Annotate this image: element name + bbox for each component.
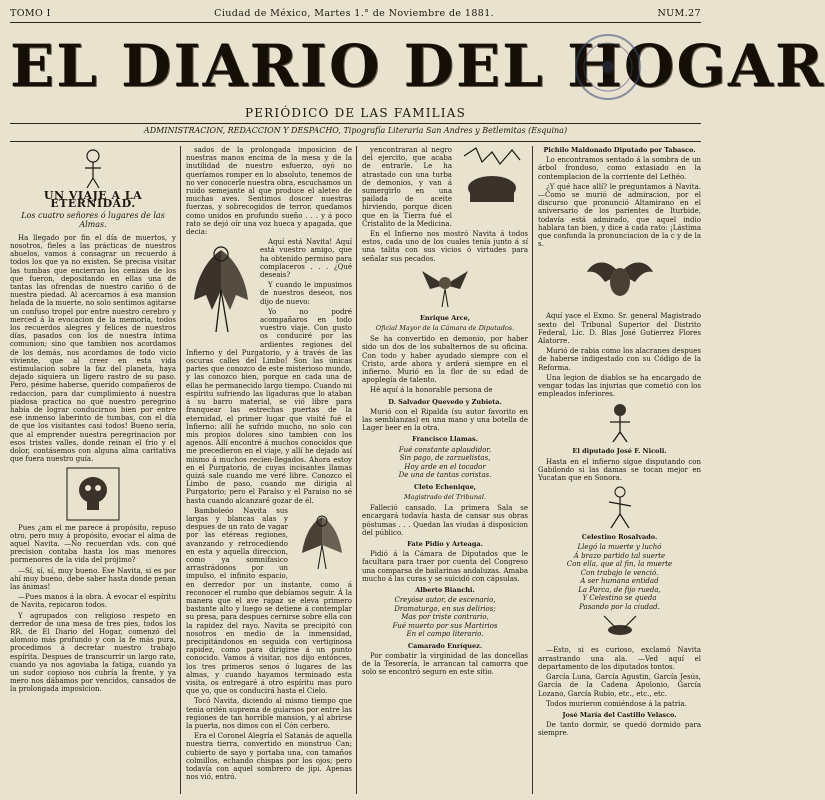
subtitle-rule: [10, 123, 701, 124]
volume-label: TOMO I: [10, 7, 51, 19]
admin-rule: [10, 141, 701, 142]
verse-line: Fué constante aplaudidor.: [398, 445, 492, 454]
article-paragraph: García Luna, García Agustin, García Jesús, García de la Cadena Apolonio, García Lozano, García Rubio, etc., etc., etc.: [538, 673, 701, 698]
article-paragraph: ¿Y qué hace allí? le preguntamos á Navita. —Como se murió de admiracion, por el discurso que pronunció Altamirano en el aniversario de los parientes de Iturbide, todavía está admirado, que aquel indio hablara tan bien, y dice á cada rato: ¡Lástima que confunda la pronunciacion de la c y de la s.: [538, 182, 701, 249]
angel-illustration-icon: [292, 509, 352, 573]
article-paragraph: En el Infierno nos mostró Navita á todos estos, cada uno de los cuales tenía junto á sí una talita con sus vicios ó virtudes para señalar sus pecados.: [362, 230, 528, 263]
article-paragraph: Era el Coronel Alegría el Satanás de aquella nuestra tierra, convertido en monstruo Can; cubierto de sayo y portaba una, con tamaños colmillos, echando chispas por los ojos; pero todavía con aquel sombrero de jipi. Apenas nos vió, entró.: [186, 732, 352, 782]
verse-line: En el campo literario.: [406, 630, 484, 639]
article-paragraph: Y cuando le impusimos de nuestros deseos, nos dijo de nuevo:: [260, 281, 352, 306]
article-paragraph: Yo no podré acompañaros en todo vuestro viaje. Con gusto os conduciré por las ardientes regiones del Infierno y del Purgatorio, y á través de las oscuras calles del Limbo! Son las únicas partes que conozco de este misterioso mundo, y las conozco bien, porque en cada una de ellas he permanecido largo tiempo. Cuando mi espíritu sufriendo las ligaduras que lo ataban á su barro material, se vió libre para franquear las estrechas puertas de la eternidad, el primer lugar que visité fué el Infierno: allí he sufrido mucho, no solo con mis propios dolores sino tambien con los agenos. Allí encontré á muchos conocidos que me precedieron en el viaje, y allí he dejado así mismo á muchos recien-llegados. Ahora estoy en el Purgatorio, de cuyas incisantes llamas quizá sale cuando me veré libre. Conozco el Limbo de paso, cuando me dirigia al Purgatorio; pero el Paraíso y el Paraiso no sé hasta cuando alcanzaré gozar de él.: [186, 307, 352, 505]
column-2: [186, 146, 352, 796]
article-paragraph: De tanto dormir, se quedó dormido para siempre.: [538, 721, 701, 738]
verse-line: Y Celestino se queda: [582, 594, 657, 603]
newspaper-title: EL DIARIO DEL HOGAR: [10, 32, 825, 100]
verse-line: Creyóse autor, de escenario,: [394, 596, 496, 605]
article-subheadline: Los cuatro señores ó lugares de las Almas.: [21, 211, 165, 229]
article-paragraph: Una legion de diablos se ha encargado de vengar todas las injurias que cometió con los empleados inferiores.: [538, 373, 701, 399]
dateline: [10, 6, 701, 20]
verse-line: Hoy arde en el tocador: [404, 462, 486, 471]
verse-line: Pasando por la ciudad.: [579, 602, 660, 611]
skull-illustration-icon: [65, 466, 121, 522]
top-rule: [10, 22, 701, 23]
article-paragraph: yencontraran al negro del ejercito, que acaba de entrarle. Le ha atrastado con una turba de demonios, y van á sumergirlo en una pailada de aceite hirviendo, porque dicen que en la Tierra fué el Cristalito de la Medicina.: [362, 146, 452, 228]
admin-line: ADMINISTRACION, REDACCION Y DESPACHO, Tipografía Literaria San Andres y Betlemitas (Esquina): [143, 126, 568, 135]
issue-date: Ciudad de México, Martes 1.° de Noviembre de 1881.: [214, 7, 495, 19]
article-paragraph: Hé aquí á la honorable persona de: [370, 386, 493, 395]
column-3: [362, 146, 528, 796]
verse-line: Con ella, que al fin, la muerte: [566, 560, 673, 569]
verse-line: La Parca, de fijo rueda,: [578, 585, 661, 594]
article-headline: UN VIAJE A LA ETERNIDAD.: [43, 189, 143, 211]
article-paragraph: Bamboleóo Navita sus largas y blancas alas y despues de un rato de vagar por las etéreas regiones, avanzando y retrocediendo en esta y aquella direccion, como ya somnifasico arrastrádonos por un impulso, el infinito espacio, en derredor por un instante, como á reconocer el rumbo que debíamos seguir. Á la manera que el ave rapaz se eleva primero bastante alto y luego se detiene á contemplar su presa, para despues cernirse sobre ella con la rapidez del rayo. Navita se precipitó con nosotros en medio de la inmensidad, precipitándonos en seguida con vertiginosa rapidez, como para dirigirse á un punto conocido. Vamos á visitar, nos dijo entónces, los tres primeros senos ó lugares de las almas, y cuando hayamos terminado esta visita, os entregaré á otro espíritu mas puro que yo, que os conducirá hasta el Cielo.: [186, 506, 352, 696]
newspaper-subtitle: PERIÓDICO DE LAS FAMILIAS: [244, 106, 467, 120]
skeleton-dancer-illustration-icon: [595, 484, 645, 530]
article-paragraph: Ha llegado por fin el día de muertos, y nosotros, fieles a las prácticas de nuestros abuelos, vamos á consagrar un recuerdo á todos los que ya no existen. Se precisa visitar las tumbas que encierran los cenizas de los que fueron, depositando en ellas una de tantas las ofrendas de nuestro cariño ó de nuestra piedad. Al acercarnos á esa mansion helada de la muerte, no solo sentimos agitarse un confuso tropel por entre nuestro cerebro y merced á la evocacion de la memoria, todos los recuerdos alegres y felices de nuestros días, pasados con los de nuestra íntima comunion; sino que tambien nos acordamos de los demás, nos acordamos de todo vicio viviente, que al creer en esta vida estimulacion sobre la faz del planeta, haya dejado siquiera un ligero rastro de su paso. Pero, pésime haberse, querido compañeros de redaccion, para dar cumplimiento á nuestra piadosa practica no qué nuestro peregrino había de lograr conducirnos bien por entre ese inmenso laberinto de tumbas, con el día de que los visitantes casi todos! Bueno sería, que al emprender nuestra peregrinacion por esos tristes valles, donde reinan el frio y el dolor, contásemos con alguna alma caritativa que fuera nuestro guía.: [10, 233, 176, 464]
article-paragraph: Aquí está Navita! Aquí está vuestro amigo, que ha obtenido permiso para complaceros . . . ¿Qué deseais?: [260, 238, 352, 280]
caption-name: Fate Pidio y Arteaga.: [407, 539, 483, 548]
demon-cauldron-illustration-icon: [456, 146, 528, 212]
article-paragraph: Aquí yace el Exmo. Sr. general Magistrado sexto del Tribunal Superior del Distrito Federal, Lic. D. Blas José Gutierrez Flores Alatorre.: [538, 312, 701, 346]
article-paragraph: Falleció cansado. La primera Sala se encargará todavía hasta de cansar sus obras póstumas . . . Quedan las viudas á disposicion del público.: [362, 504, 528, 537]
verse-block: [538, 543, 701, 611]
caption-name: Pichilo Maldonado Diputado por Tabasco.: [543, 146, 696, 154]
caption-name: D. Salvador Quevedo y Zubieta.: [388, 397, 502, 406]
caption-title: Oficial Mayor de la Cámara de Diputados.: [375, 324, 515, 333]
issue-number: NUM.27: [657, 7, 701, 19]
verse-block: [362, 446, 528, 480]
verse-line: Mas por triste contrario,: [401, 613, 489, 622]
verse-line: Dramaturgo, en sus delirios;: [394, 604, 496, 613]
column-4: [538, 146, 701, 796]
caption-name: Alberto Bianchi.: [415, 585, 475, 594]
article-paragraph: Pues ¿am el me parece á propósito, repuso otro, pero muy á propósito, evocar el alma de aquel Navita. —No recuerdan vds. con qué precision contaba hasta los mas menores pormenores de la vida del prójimo?: [10, 523, 176, 565]
verse-line: Llegó la muerte y luchó: [577, 543, 662, 552]
caption-name: José María del Castillo Velasco.: [562, 710, 677, 719]
caption-name: Francisco Llamas.: [412, 435, 478, 444]
verse-line: Á brazo partido tal suerte: [573, 551, 666, 560]
article-paragraph: Se ha convertido en demonio, por haber sido un dos de los subalternos de su oficina. Con todo y haber ayudado siempre con el Cristo, arde ahora y arderá siempre en el infierno. Murió en la flor de su edad de apoplegía de talento.: [362, 335, 528, 385]
library-stamp-icon: [573, 32, 643, 102]
verse-line: Sin pago, de zarzuelistas,: [399, 454, 491, 463]
article-paragraph: Tocó Navita, diciendo al mismo tiempo que tenia ordén suprema de guiarnos por entre las regiones de tan horrible mansion, y al abrirse la puerta, nos dimos con el Cón cerbero.: [186, 697, 352, 731]
article-paragraph: —Sí, sí, sí, muy bueno. Ese Navita, si es por ahí muy bueno, debe saber hasta donde penan las ánimas!: [10, 566, 176, 591]
verse-block: [362, 596, 528, 639]
winged-imp-illustration-icon: [416, 265, 474, 311]
verse-line: Con trabajo le venció.: [580, 568, 659, 577]
devil-figure-illustration-icon: [593, 400, 647, 444]
article-paragraph: Y agrupados con religioso respeto en derredor de una mesa de tres pies, todos los RR. de El Diario del Hogar, comenzó del alomoio más profundo y con la fe más pura, procedimos á decretar nuestro trabajo espírita. Despues de transcurrir un largo rato, cuando ya nos agoviaba la fatiga, cuando ya un sudor copioso nos cubría la frente, y ya mero nos dábamos por vencidos, cansados de la prolongada imposicion.: [10, 611, 176, 694]
skeleton-illustration-icon: [63, 146, 123, 190]
winged-spirit-illustration-icon: [186, 240, 256, 340]
article-paragraph: Murió con el Ripalda (su autor favorito en las semblanzas) en una mano y una botella de Lager beer en la otra.: [362, 407, 528, 433]
caption-name: Enrique Arce,: [419, 313, 471, 322]
article-paragraph: Lo encontramos sentado á la sombra de un árbol frondoso, como extasiado en la contemplacion de la corriente del Lethéo.: [538, 156, 701, 181]
article-paragraph: Pidió á la Cámara de Diputados que le facultara para traer por cuenta del Congreso una comparsa de bailarinas andaluzas. Amaba mucho á las curas y se suicidó con cápsulas.: [362, 550, 528, 583]
caption-name: El diputado José F. Nicoli.: [572, 447, 667, 456]
article-paragraph: Hasta en el infierno sigue disputando con Gabilondo si las damas se tocan mejor en Yucatan que en Sonora.: [538, 457, 701, 483]
article-paragraph: —Esto, si es curioso, exclamó Navita arrastrando una ala. —Ved aquí el departamento de los diputados tontos.: [538, 646, 701, 671]
flying-insect-illustration-icon: [590, 614, 650, 644]
article-paragraph: Por combatir la virginidad de las doncellas de la Tesorería, le arrancan tal camorra que solo se encontró seguro en este sitio.: [362, 651, 528, 677]
verse-line: De una de tantas coristas.: [398, 471, 492, 480]
verse-line: Fué muerto por sus Martirios: [392, 621, 498, 630]
bat-demon-illustration-icon: [585, 250, 655, 310]
verse-line: A ser humana entidad: [580, 577, 659, 586]
article-paragraph: —Pues manos á la obra. Á evocar el espíritu de Navita, repicaron todos.: [10, 593, 176, 610]
caption-name: Cleto Echenique,: [413, 482, 477, 491]
caption-title: Magistrado del Tribunal.: [403, 492, 487, 501]
caption-name: Camarado Enríquez.: [407, 641, 483, 650]
article-paragraph: Murió de rabia como los alacranes despues de haberse indigestado con su Código de la Reforma.: [538, 347, 701, 372]
article-paragraph: Todos murieron comiéndose á la patria.: [546, 699, 687, 708]
caption-name: Celestino Rosalvado.: [581, 533, 658, 542]
article-columns: [10, 146, 701, 796]
column-1: [10, 146, 176, 796]
masthead: [10, 32, 825, 104]
article-paragraph: sados de la prolongada imposicion de nuestras manos encima de la mesa y de la inutilidad de nuestro esfuerzo, oyó no queríamos romper en lo absoluto, tenemos de no ver conocerle nuestra obra, escuchamos un ruido semejante al que produce el aleteo de muchas aves. Sentimos doscer nuestras fuerzas, y sobrecogidos de terror, quedamos como unidos en profundo sueño . . . y á poco rato se dejó oír una voz hueca y apagada, que decia:: [186, 146, 352, 237]
